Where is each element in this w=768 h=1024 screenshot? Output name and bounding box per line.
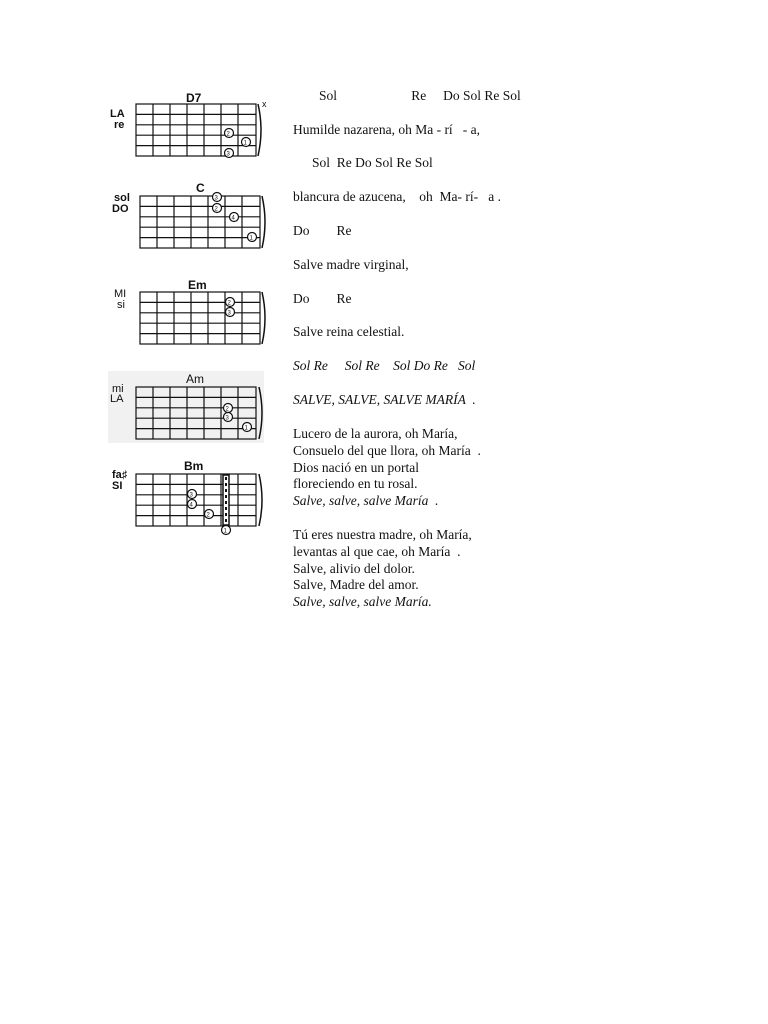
chord-line-2: Sol Re Do Sol Re Sol: [312, 155, 433, 170]
chord-line-5: Sol Re Sol Re Sol Do Re Sol: [293, 358, 476, 373]
svg-text:2: 2: [214, 206, 218, 213]
lyric-line-4: Salve reina celestial.: [293, 324, 405, 339]
stanza2-line-5: Salve, salve, salve María .: [293, 493, 439, 508]
chord-note1-am: mi: [112, 383, 124, 395]
svg-text:2: 2: [225, 406, 229, 413]
chord-line-4: Do Re: [293, 291, 352, 306]
svg-text:1: 1: [249, 235, 253, 242]
chord-name-bm: Bm: [184, 459, 204, 473]
chord-note2-c: DO: [112, 203, 129, 215]
svg-text:2: 2: [227, 300, 231, 307]
chord-name-c: C: [196, 181, 205, 195]
chord-note2-em: si: [117, 299, 125, 311]
chord-note1-d7: LA: [110, 108, 125, 120]
lyric-line-1: Humilde nazarena, oh Ma - rí - a,: [293, 122, 481, 137]
chord-note2-bm: SI: [112, 480, 123, 492]
lyric-line-2: blancura de azucena, oh Ma- rí- a .: [293, 189, 502, 204]
chord-name-em: Em: [188, 278, 207, 292]
chord-note2-am: LA: [110, 393, 124, 405]
chord-name-am: Am: [186, 372, 204, 386]
stanza3-line-2: levantas al que cae, oh María .: [293, 544, 461, 559]
svg-text:1: 1: [244, 425, 248, 432]
stanza3-line-5: Salve, salve, salve María.: [293, 594, 432, 609]
svg-text:3: 3: [189, 492, 193, 499]
svg-text:1: 1: [223, 528, 227, 535]
svg-text:2: 2: [226, 131, 230, 138]
svg-text:2: 2: [206, 512, 210, 519]
svg-text:3: 3: [227, 310, 231, 317]
stanza2-line-4: floreciendo en tu rosal.: [293, 476, 418, 491]
chord-note1-bm: fa♯: [112, 469, 128, 481]
chord-note1-em: MI: [114, 288, 127, 300]
svg-text:3: 3: [214, 195, 218, 202]
chord-line-1: Sol Re Do Sol Re Sol: [319, 88, 521, 103]
stanza2-line-1: Lucero de la aurora, oh María,: [293, 426, 458, 441]
svg-text:4: 4: [189, 502, 193, 509]
stanza2-line-3: Dios nació en un portal: [293, 460, 419, 475]
chord-name-d7: D7: [186, 91, 202, 105]
stanza2-line-2: Consuelo del que llora, oh María .: [293, 443, 481, 458]
svg-text:1: 1: [243, 140, 247, 147]
lyric-line-3: Salve madre virginal,: [293, 257, 409, 272]
chorus-line: SALVE, SALVE, SALVE MARÍA .: [293, 392, 476, 407]
mute-mark-d7: x: [262, 99, 267, 109]
stanza3-line-1: Tú eres nuestra madre, oh María,: [293, 527, 472, 542]
stanza3-line-3: Salve, alivio del dolor.: [293, 561, 415, 576]
svg-text:4: 4: [231, 215, 235, 222]
stanza3-line-4: Salve, Madre del amor.: [293, 577, 419, 592]
svg-text:3: 3: [226, 151, 230, 158]
svg-text:3: 3: [225, 415, 229, 422]
chord-note1-c: sol: [114, 192, 130, 204]
chord-note2-d7: re: [114, 119, 125, 131]
chord-line-3: Do Re: [293, 223, 352, 238]
